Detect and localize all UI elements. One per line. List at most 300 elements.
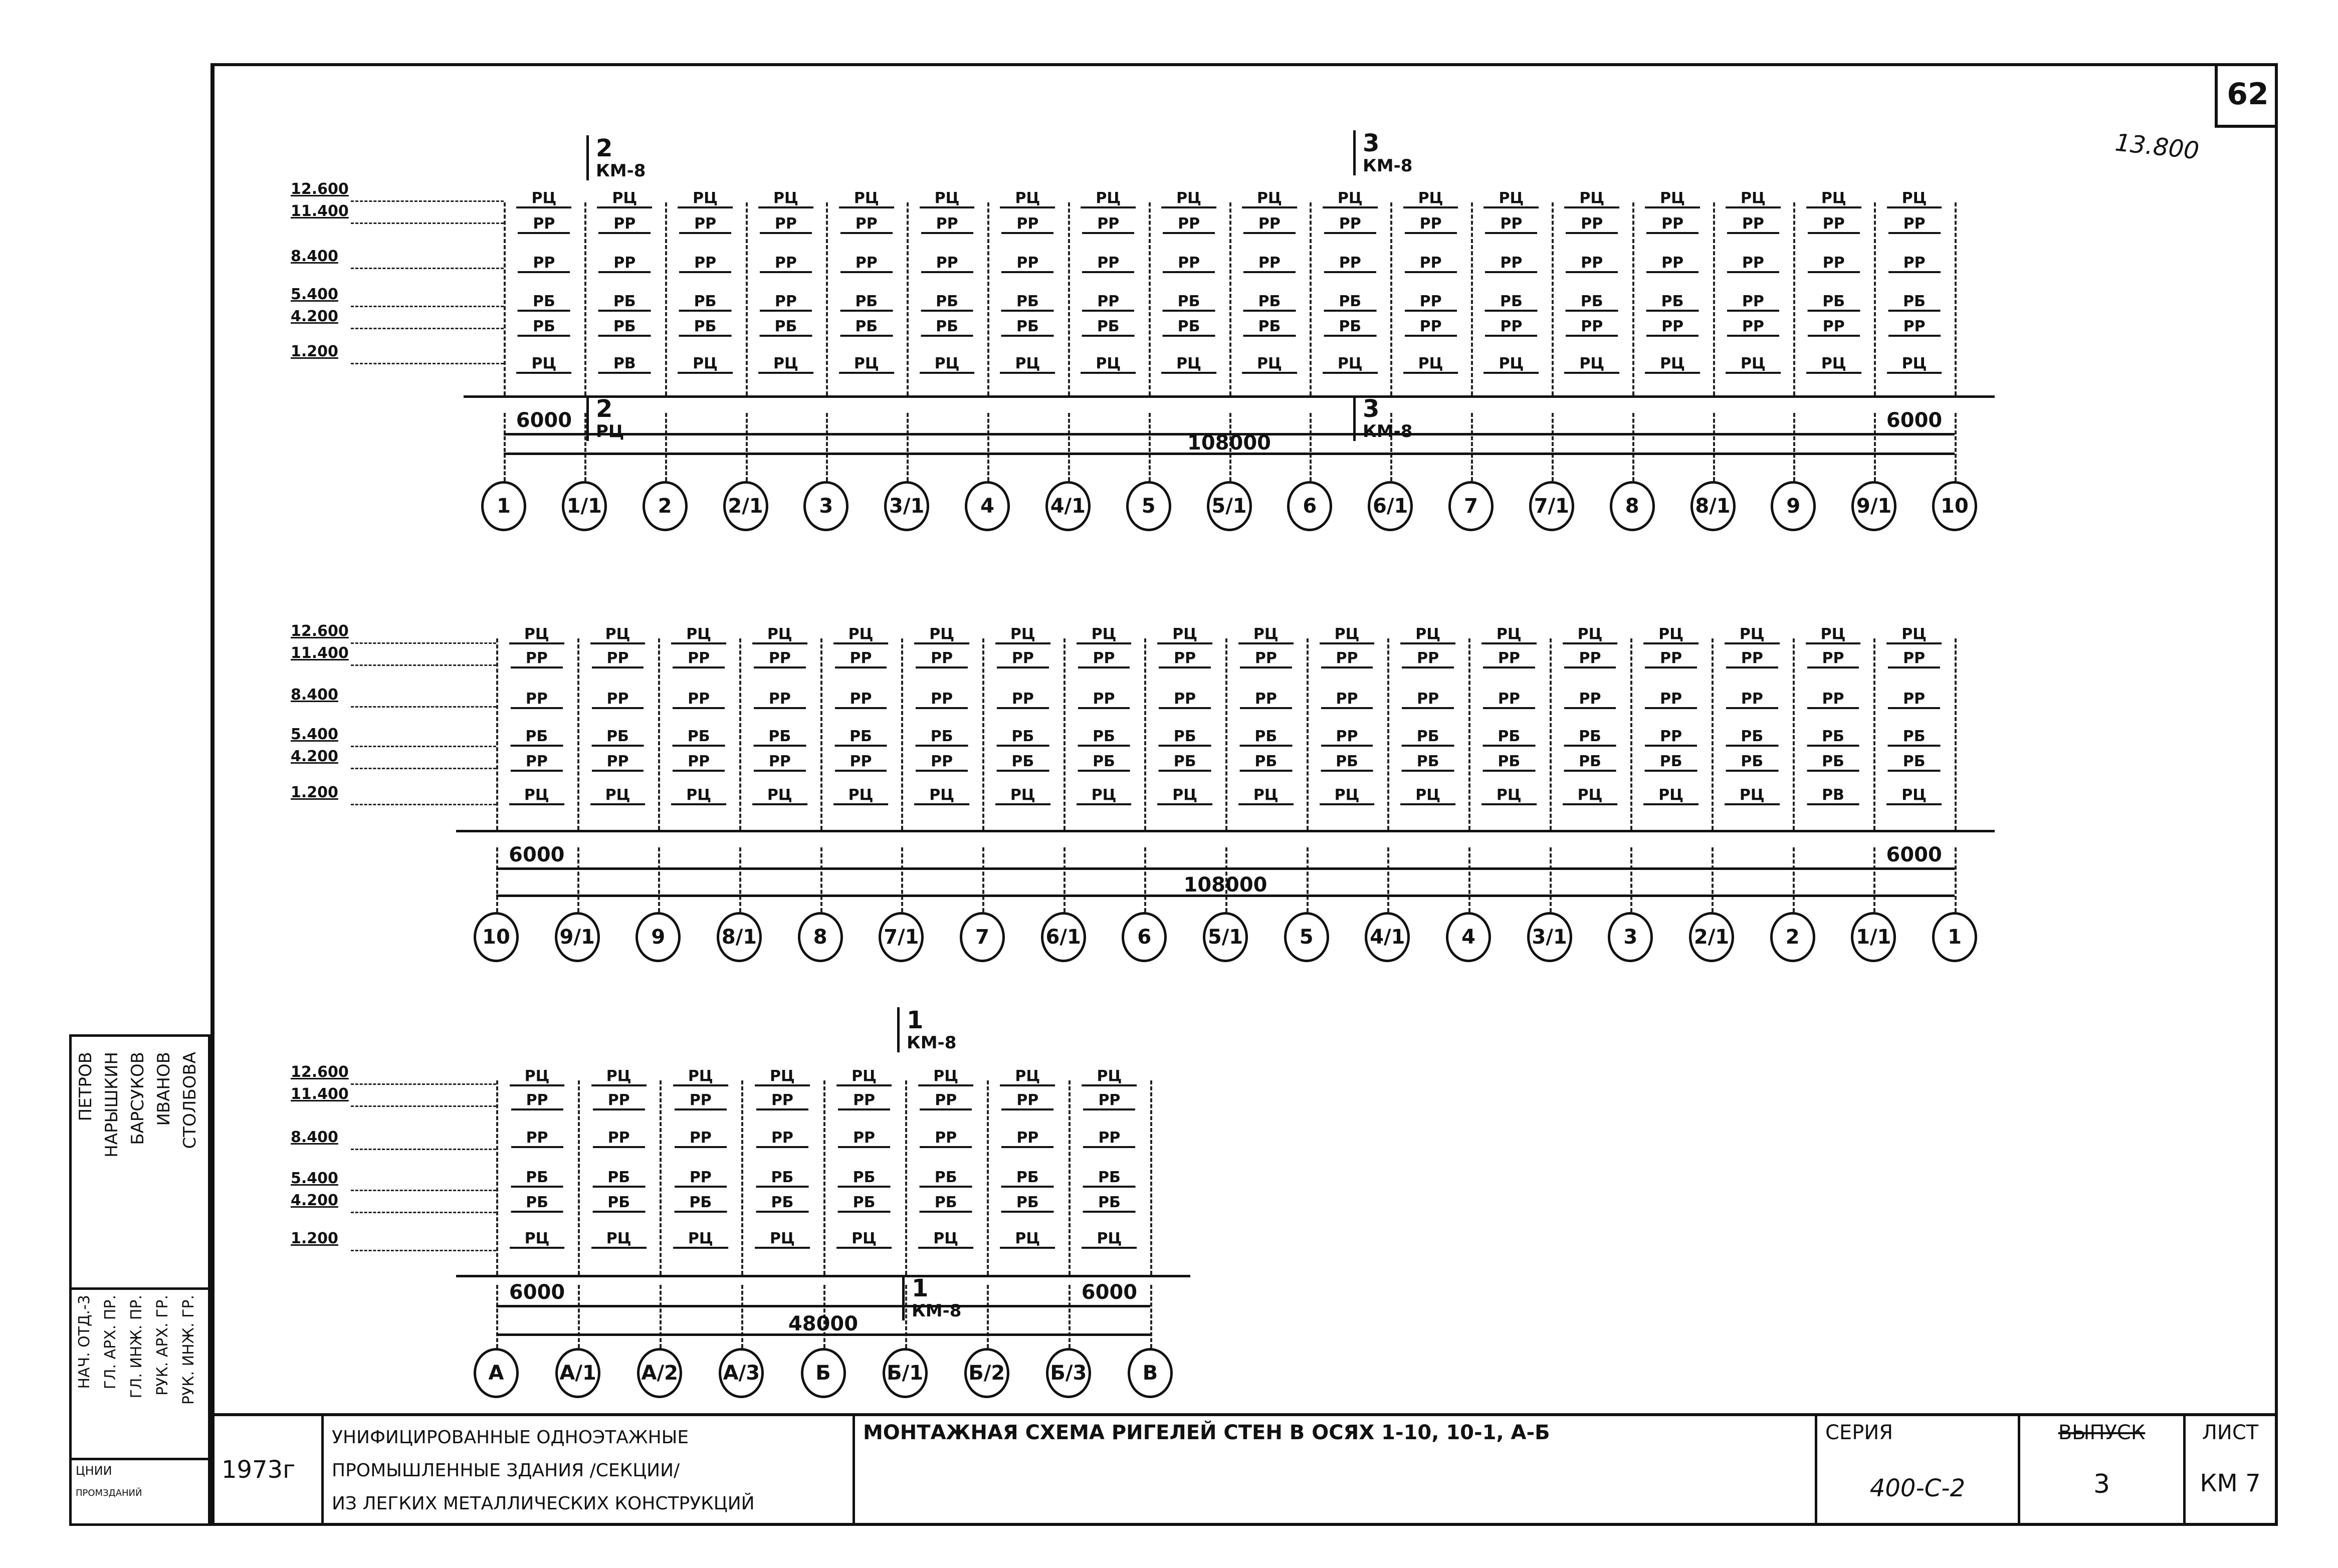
girder-label: РБ [673, 729, 725, 747]
level-leader [351, 642, 496, 644]
girder-label: РР [835, 650, 887, 668]
sheet-number: 62 [2215, 63, 2278, 128]
girder-label: РЦ [920, 356, 975, 374]
girder-label: РЦ [1645, 356, 1700, 374]
girder-label: РБ [920, 1195, 972, 1213]
drawing-title: МОНТАЖНАЯ СХЕМА РИГЕЛЕЙ СТЕН В ОСЯХ 1-10, 10-1, А-Б [855, 1416, 1817, 1523]
axis-bubble: 10 [474, 912, 519, 962]
girder-label: РБ [1078, 754, 1130, 772]
girder-label: РР [1807, 650, 1859, 668]
girder-label: РЦ [1564, 190, 1619, 208]
column-line [1632, 202, 1634, 395]
girder-label: РР [518, 216, 570, 234]
dimension-total: 108000 [1183, 873, 1267, 897]
column-line [982, 638, 984, 830]
section-mark [1353, 396, 1412, 441]
girder-label: РР [1243, 255, 1296, 273]
axis-bubble: 6/1 [1368, 481, 1413, 531]
girder-label: РБ [756, 1195, 809, 1213]
axis-leader [746, 413, 748, 481]
girder-label: РЦ [918, 1231, 973, 1249]
girder-label: РБ [679, 294, 732, 312]
girder-label: РР [1566, 216, 1618, 234]
axis-bubble: 10 [1932, 481, 1977, 531]
girder-label: РР [916, 691, 968, 709]
girder-label: РЦ [678, 356, 733, 374]
axis-bubble: 8/1 [717, 912, 762, 962]
section-sheet-ref: РЦ [596, 421, 624, 441]
handwritten-elevation-note: 13.800 [2113, 128, 2201, 165]
girder-label: РР [1082, 255, 1134, 273]
girder-label: РБ [840, 319, 893, 337]
stamp-role: ГЛ. АРХ. ПР. [102, 1295, 119, 1390]
girder-label: РР [593, 1092, 645, 1110]
axis-bubble: А/2 [637, 1348, 682, 1398]
column-line [1793, 638, 1795, 830]
girder-label: РБ [1485, 294, 1538, 312]
girder-label: РР [1646, 255, 1698, 273]
girder-label: РБ [1888, 729, 1941, 747]
column-line [1064, 638, 1066, 830]
column-line [823, 1080, 825, 1275]
column-line [820, 638, 822, 830]
axis-bubble: 5 [1126, 481, 1171, 531]
axis-leader [496, 1285, 498, 1348]
girder-label: РР [1078, 691, 1130, 709]
axis-bubble: 9 [635, 912, 681, 962]
level-leader [351, 363, 504, 364]
girder-label: РР [921, 255, 973, 273]
girder-label: РЦ [673, 1231, 728, 1249]
axis-leader [1468, 847, 1470, 912]
level-leader [351, 664, 496, 666]
girder-label: РБ [1159, 754, 1211, 772]
girder-label: РЦ [1887, 190, 1942, 208]
girder-label: РЦ [1403, 356, 1458, 374]
axis-bubble: 6 [1122, 912, 1167, 962]
level-mark: 11.400 [291, 202, 349, 220]
section-mark [586, 135, 646, 180]
girder-label: РЦ [591, 1068, 647, 1086]
girder-label: РР [840, 216, 893, 234]
axis-leader [1955, 847, 1957, 912]
section-mark [902, 1275, 961, 1320]
level-leader [351, 222, 504, 224]
stamp-name: БАРСУКОВ [128, 1052, 148, 1145]
dimension-end-bay: 6000 [509, 1281, 565, 1304]
stamp-org: ЦНИИ [76, 1464, 112, 1478]
girder-label: РЦ [1323, 190, 1378, 208]
girder-label: РБ [1239, 754, 1292, 772]
column-line [739, 638, 741, 830]
level-leader [351, 804, 496, 805]
girder-label: РР [920, 1130, 972, 1148]
girder-label: РР [1324, 255, 1376, 273]
section-number: 3 [1363, 395, 1380, 423]
axis-bubble: А/1 [555, 1348, 600, 1398]
level-mark: 5.400 [291, 286, 338, 303]
girder-label: РЦ [1726, 356, 1781, 374]
axis-bubble: 8 [798, 912, 843, 962]
axis-leader [658, 847, 660, 912]
stamp-role: НАЧ. ОТД.-3 [76, 1295, 93, 1389]
axis-bubble: 4 [1446, 912, 1491, 962]
ground-line [464, 395, 1995, 398]
level-mark: 1.200 [291, 784, 338, 801]
girder-label: РЦ [673, 1068, 728, 1086]
girder-label: РЦ [833, 787, 889, 805]
girder-label: РР [1485, 319, 1537, 337]
girder-label: РР [511, 691, 563, 709]
axis-leader [1144, 847, 1146, 912]
girder-label: РЦ [1000, 1231, 1055, 1249]
axis-leader [1955, 413, 1957, 481]
axis-bubble: 1 [481, 481, 526, 531]
axis-bubble: 1 [1932, 912, 1977, 962]
girder-label: РР [760, 216, 812, 234]
section-mark [586, 396, 624, 441]
girder-label: РБ [840, 294, 893, 312]
column-line [1144, 638, 1146, 830]
girder-label: РЦ [836, 1231, 892, 1249]
axis-leader [739, 847, 741, 912]
girder-label: РЦ [839, 356, 894, 374]
section-number: 2 [596, 134, 613, 162]
axis-leader [1873, 847, 1875, 912]
girder-label: РБ [510, 729, 563, 747]
girder-label: РР [1888, 650, 1940, 668]
girder-label: РР [1485, 216, 1537, 234]
girder-label: РЦ [516, 190, 571, 208]
girder-label: РВ [1807, 787, 1859, 805]
column-line [1955, 202, 1957, 395]
ground-line [456, 830, 1995, 832]
girder-label: РБ [1082, 319, 1135, 337]
girder-label: РЦ [1077, 787, 1132, 805]
axis-bubble: А [474, 1348, 519, 1398]
girder-label: РЦ [1643, 626, 1698, 644]
stamp-role: ГЛ. ИНЖ. ПР. [128, 1295, 145, 1399]
axis-bubble: 1/1 [1851, 912, 1896, 962]
girder-label: РБ [1564, 729, 1616, 747]
girder-label: РР [518, 255, 570, 273]
girder-label: РБ [1321, 754, 1373, 772]
axis-leader [496, 847, 498, 912]
axis-leader [1630, 847, 1632, 912]
girder-label: РР [1402, 650, 1454, 668]
dimension-total: 48000 [788, 1312, 859, 1335]
girder-label: РР [1888, 319, 1941, 337]
level-leader [351, 1105, 496, 1107]
level-mark: 8.400 [291, 248, 338, 265]
girder-label: РР [1483, 650, 1535, 668]
girder-label: РР [754, 650, 806, 668]
column-line [1310, 202, 1312, 395]
column-line [1874, 202, 1876, 395]
column-line [665, 202, 667, 395]
girder-label: РЦ [1161, 190, 1216, 208]
girder-label: РР [1405, 216, 1457, 234]
girder-label: РЦ [1481, 787, 1537, 805]
girder-label: РЦ [1242, 190, 1297, 208]
axis-leader [665, 413, 667, 481]
girder-label: РЦ [1483, 190, 1539, 208]
girder-label: РБ [1324, 294, 1376, 312]
girder-label: РЦ [678, 190, 733, 208]
girder-label: РЦ [1403, 190, 1458, 208]
girder-label: РР [1646, 216, 1698, 234]
girder-label: РР [1082, 294, 1134, 312]
girder-label: РР [997, 650, 1049, 668]
axis-bubble: 9/1 [1851, 481, 1896, 531]
column-line [1387, 638, 1389, 830]
girder-label: РБ [1001, 319, 1054, 337]
girder-label: РБ [1083, 1195, 1136, 1213]
girder-label: РЦ [995, 787, 1050, 805]
axis-bubble: 4/1 [1045, 481, 1091, 531]
girder-label: РЦ [1563, 787, 1618, 805]
girder-label: РР [1726, 691, 1778, 709]
girder-label: РР [1001, 1130, 1053, 1148]
column-line [1307, 638, 1309, 830]
girder-label: РР [675, 1170, 727, 1188]
girder-label: РБ [921, 319, 973, 337]
level-mark: 12.600 [291, 1063, 349, 1081]
girder-label: РЦ [1161, 356, 1216, 374]
column-line [1390, 202, 1392, 395]
girder-label: РР [1001, 255, 1053, 273]
girder-label: РБ [916, 729, 968, 747]
stamp-name: СТОЛБОВА [180, 1052, 200, 1149]
level-mark: 11.400 [291, 1085, 349, 1103]
axis-bubble: 3 [1608, 912, 1653, 962]
girder-label: РР [1405, 294, 1457, 312]
axis-bubble: 5 [1284, 912, 1329, 962]
girder-label: РЦ [509, 626, 564, 644]
girder-label: РЦ [1481, 626, 1537, 644]
column-line [658, 638, 660, 830]
axis-leader [1874, 413, 1876, 481]
dimension-end-bay: 6000 [509, 843, 565, 866]
axis-bubble: 8/1 [1690, 481, 1736, 531]
girder-label: РЦ [752, 626, 807, 644]
stamp-name: НАРЫШКИН [102, 1052, 122, 1158]
girder-label: РР [675, 1130, 727, 1148]
girder-label: РЦ [1082, 1231, 1137, 1249]
axis-bubble: В [1128, 1348, 1173, 1398]
column-line [1793, 202, 1795, 395]
column-line [741, 1080, 743, 1275]
girder-label: РР [511, 1130, 563, 1148]
girder-label: РЦ [590, 787, 646, 805]
girder-label: РЦ [1886, 626, 1942, 644]
girder-label: РЦ [1242, 356, 1297, 374]
column-line [1712, 638, 1714, 830]
girder-label: РБ [1646, 294, 1699, 312]
girder-label: РР [1083, 1130, 1135, 1148]
girder-label: РБ [511, 1195, 563, 1213]
axis-leader [1069, 1285, 1071, 1348]
axis-bubble: 8 [1610, 481, 1655, 531]
sheet-label: ЛИСТ [2202, 1421, 2259, 1444]
column-line [577, 638, 579, 830]
axis-leader [1307, 847, 1309, 912]
girder-label: РЦ [510, 1231, 565, 1249]
girder-label: РР [1646, 319, 1698, 337]
girder-label: РБ [920, 1170, 972, 1188]
axis-leader [1632, 413, 1634, 481]
girder-label: РБ [1807, 754, 1859, 772]
girder-label: РЦ [516, 356, 571, 374]
girder-label: РР [921, 216, 973, 234]
girder-label: РЦ [671, 787, 726, 805]
stamp-role: РУК. ИНЖ. ГР. [180, 1295, 197, 1405]
girder-label: РЦ [1000, 1068, 1055, 1086]
girder-label: РБ [1807, 729, 1859, 747]
axis-bubble: 5/1 [1207, 481, 1252, 531]
column-line [1550, 638, 1552, 830]
girder-label: РЦ [755, 1068, 810, 1086]
girder-label: РР [1078, 650, 1130, 668]
girder-label: РР [592, 754, 644, 772]
girder-label: РЦ [1082, 1068, 1137, 1086]
girder-label: РР [920, 1092, 972, 1110]
axis-leader [1387, 847, 1389, 912]
girder-label: РР [1405, 255, 1457, 273]
column-line [746, 202, 748, 395]
girder-label: РР [673, 650, 725, 668]
girder-label: РЦ [1643, 787, 1698, 805]
girder-label: РЦ [836, 1068, 892, 1086]
axis-bubble: 7 [1448, 481, 1494, 531]
column-line [1225, 638, 1227, 830]
girder-label: РБ [1807, 294, 1860, 312]
girder-label: РЦ [1000, 356, 1055, 374]
girder-label: РР [1159, 691, 1211, 709]
project-line: УНИФИЦИРОВАННЫЕ ОДНОЭТАЖНЫЕ [332, 1427, 689, 1448]
girder-label: РР [1321, 650, 1373, 668]
girder-label: РР [1159, 650, 1211, 668]
girder-label: РР [1727, 216, 1779, 234]
axis-leader [1712, 847, 1714, 912]
level-leader [351, 1083, 496, 1085]
section-sheet-ref: КМ-8 [1363, 421, 1413, 441]
column-line [987, 202, 989, 395]
series-cell [1817, 1416, 2020, 1523]
axis-bubble: 2/1 [723, 481, 768, 531]
axis-leader [1310, 413, 1312, 481]
girder-label: РР [511, 1092, 563, 1110]
dimension-end-bay: 6000 [1081, 1281, 1138, 1304]
series-label: СЕРИЯ [1825, 1421, 1893, 1444]
axis-bubble: Б [801, 1348, 846, 1398]
girder-label: РР [997, 691, 1049, 709]
axis-leader [1064, 847, 1066, 912]
level-leader [351, 328, 504, 329]
girder-label: РЦ [1320, 626, 1375, 644]
girder-label: РР [1888, 255, 1941, 273]
girder-label: РР [673, 691, 725, 709]
girder-label: РР [1324, 216, 1376, 234]
girder-label: РР [592, 691, 644, 709]
girder-label: РР [1566, 255, 1618, 273]
axis-bubble: 9 [1771, 481, 1816, 531]
girder-label: РЦ [1645, 190, 1700, 208]
dimension-total: 108000 [1187, 431, 1271, 455]
column-line [1630, 638, 1632, 830]
level-mark: 5.400 [291, 726, 338, 743]
girder-label: РЦ [1806, 190, 1861, 208]
girder-label: РР [593, 1130, 645, 1148]
axis-bubble: 7/1 [1529, 481, 1574, 531]
section-number: 1 [907, 1006, 924, 1034]
column-line [826, 202, 828, 395]
girder-label: РБ [838, 1195, 891, 1213]
column-line [901, 638, 903, 830]
axis-bubble: 4 [965, 481, 1010, 531]
section-sheet-ref: КМ-8 [596, 160, 646, 181]
axis-bubble: 2 [1770, 912, 1815, 962]
girder-label: РР [1645, 729, 1697, 747]
girder-label: РР [1645, 691, 1697, 709]
dimension-end-bay: 6000 [516, 409, 572, 432]
girder-label: РБ [1726, 729, 1778, 747]
girder-label: РР [1321, 691, 1373, 709]
girder-label: РР [1564, 650, 1616, 668]
level-leader [351, 1250, 496, 1251]
girder-label: РЦ [833, 626, 889, 644]
column-line [1468, 638, 1470, 830]
girder-label: РЦ [758, 356, 813, 374]
girder-label: РЦ [920, 190, 975, 208]
girder-label: РБ [1159, 729, 1211, 747]
axis-leader [504, 413, 506, 481]
girder-label: РР [679, 216, 731, 234]
girder-label: РБ [1243, 294, 1296, 312]
girder-label: РР [835, 754, 887, 772]
axis-leader [907, 413, 909, 481]
level-leader [351, 706, 496, 708]
girder-label: РБ [838, 1170, 891, 1188]
girder-label: РЦ [1725, 787, 1780, 805]
girder-label: РЦ [1483, 356, 1539, 374]
girder-label: РР [1645, 650, 1697, 668]
girder-label: РЦ [914, 626, 969, 644]
axis-leader [901, 847, 903, 912]
column-line [578, 1080, 580, 1275]
axis-leader [820, 847, 822, 912]
girder-label: РЦ [1077, 626, 1132, 644]
girder-label: РЦ [510, 1068, 565, 1086]
axis-leader [1793, 847, 1795, 912]
axis-bubble: 4/1 [1365, 912, 1410, 962]
girder-label: РР [835, 691, 887, 709]
level-mark: 1.200 [291, 1230, 338, 1247]
girder-label: РБ [759, 319, 812, 337]
axis-bubble: 7 [960, 912, 1005, 962]
stamp-role: РУК. АРХ. ГР. [154, 1295, 171, 1396]
girder-label: РБ [674, 1195, 727, 1213]
girder-label: РР [1727, 294, 1779, 312]
column-line [1069, 1080, 1071, 1275]
girder-label: РР [1808, 319, 1860, 337]
girder-label: РБ [598, 319, 651, 337]
girder-label: РР [679, 255, 731, 273]
girder-label: РЦ [1000, 190, 1055, 208]
girder-label: РР [1807, 691, 1859, 709]
section-number: 1 [912, 1274, 929, 1302]
girder-label: РБ [1001, 1195, 1054, 1213]
